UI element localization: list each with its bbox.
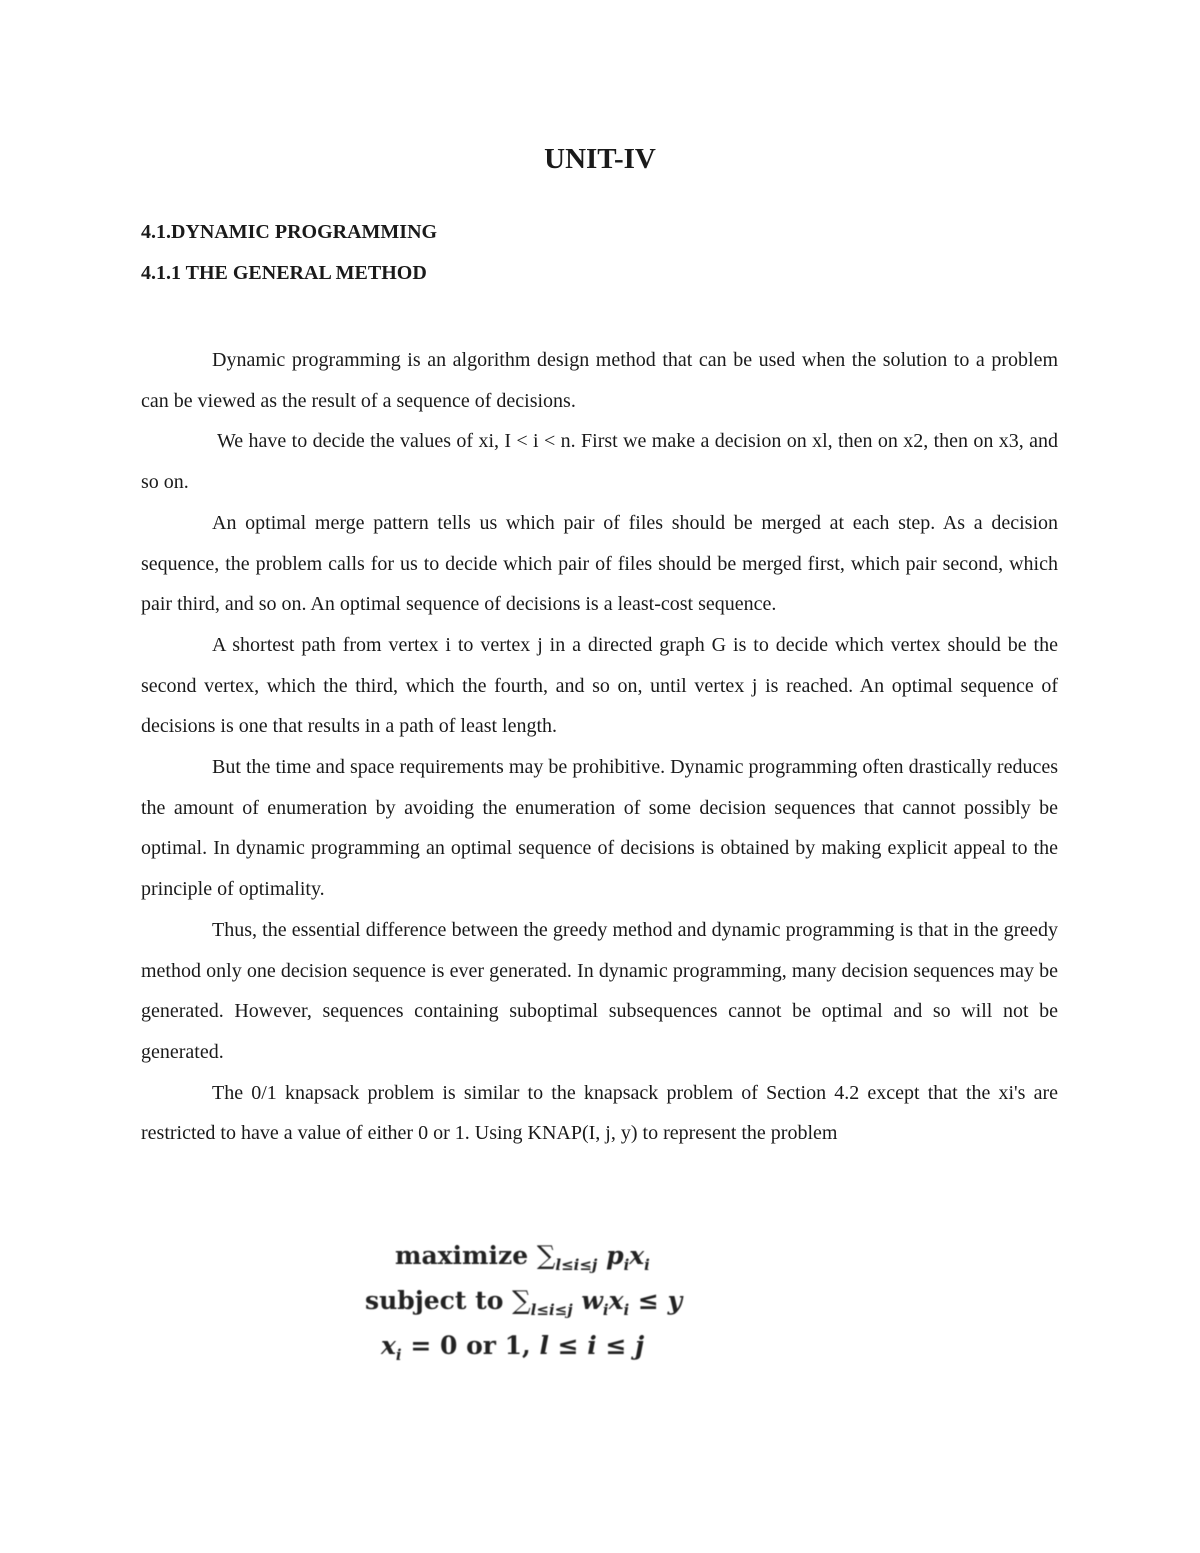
sum-symbol: ∑ [512, 1286, 531, 1316]
formula-subject-word: subject to [365, 1286, 504, 1315]
paragraph-knapsack: The 0/1 knapsack problem is similar to the knapsack problem of Section 4.2 except that the xi's are restricted to have a value of either 0 or 1. Using KNAP(I, j, y) to represent the problem [141, 1081, 1058, 1145]
formula-binary-values: = 0 or 1, [410, 1331, 531, 1360]
formula-maximize-word: maximize [395, 1241, 529, 1270]
paragraph-intro: Dynamic programming is an algorithm design method that can be used when the solution to a problem can be viewed as the result of a sequence of decisions. [141, 349, 1058, 412]
formula-constraint [365, 1283, 805, 1328]
paragraph-shortest-path: A shortest path from vertex i to vertex j in a directed graph G is to decide which vertex should be the second vertex, which the third, which the fourth, and so on, until vertex j is reached. An optimal sequence of decisions is one that results in a path of least length. [141, 633, 1058, 738]
page-title: UNIT-IV [544, 143, 656, 175]
formula-objective [365, 1238, 805, 1283]
paragraph-decide-values: We have to decide the values of xi, I < i < n. First we make a decision on xl, then on x2, then on x3, and so on. [141, 430, 1058, 494]
formula-variable: $x_i$ [381, 1331, 402, 1364]
body-text [141, 340, 1058, 1154]
paragraph-greedy-difference: Thus, the essential difference between the greedy method and dynamic programming is that in the greedy method only one decision sequence is ever generated. In dynamic programming, many decision sequences may be generated. However, sequences containing suboptimal subsequences cannot be optimal and so will not be generated. [141, 918, 1058, 1063]
formula-index-range: l ≤ i ≤ j [539, 1331, 645, 1360]
paragraph-merge-pattern: An optimal merge pattern tells us which pair of files should be merged at each step. As a decision sequence, the problem calls for us to decide which pair of files should be merged first, which pair second, which pair third, and so on. An optimal sequence of decisions is a least-cost sequence. [141, 511, 1058, 616]
formula-domain [365, 1328, 805, 1373]
formula-sum-range: l≤i≤j [555, 1256, 598, 1274]
formula-weight-term: $w_ix_i$ [581, 1286, 630, 1319]
knapsack-formula [365, 1238, 805, 1373]
section-heading: 4.1.DYNAMIC PROGRAMMING [141, 221, 438, 243]
formula-capacity: y [667, 1286, 683, 1315]
paragraph-requirements: But the time and space requirements may be prohibitive. Dynamic programming often drastically reduces the amount of enumeration by avoiding the enumeration of some decision sequences that cannot possibly be optimal. In dynamic programming an optimal sequence of decisions is obtained by making explicit appeal to the principle of optimality. [141, 756, 1058, 901]
formula-profit-term: $p_ix_i$ [606, 1241, 650, 1274]
formula-constraint-range: l≤i≤j [530, 1301, 573, 1319]
leq-symbol: ≤ [637, 1286, 659, 1315]
subsection-heading: 4.1.1 THE GENERAL METHOD [141, 262, 427, 284]
sum-symbol: ∑ [536, 1241, 556, 1271]
